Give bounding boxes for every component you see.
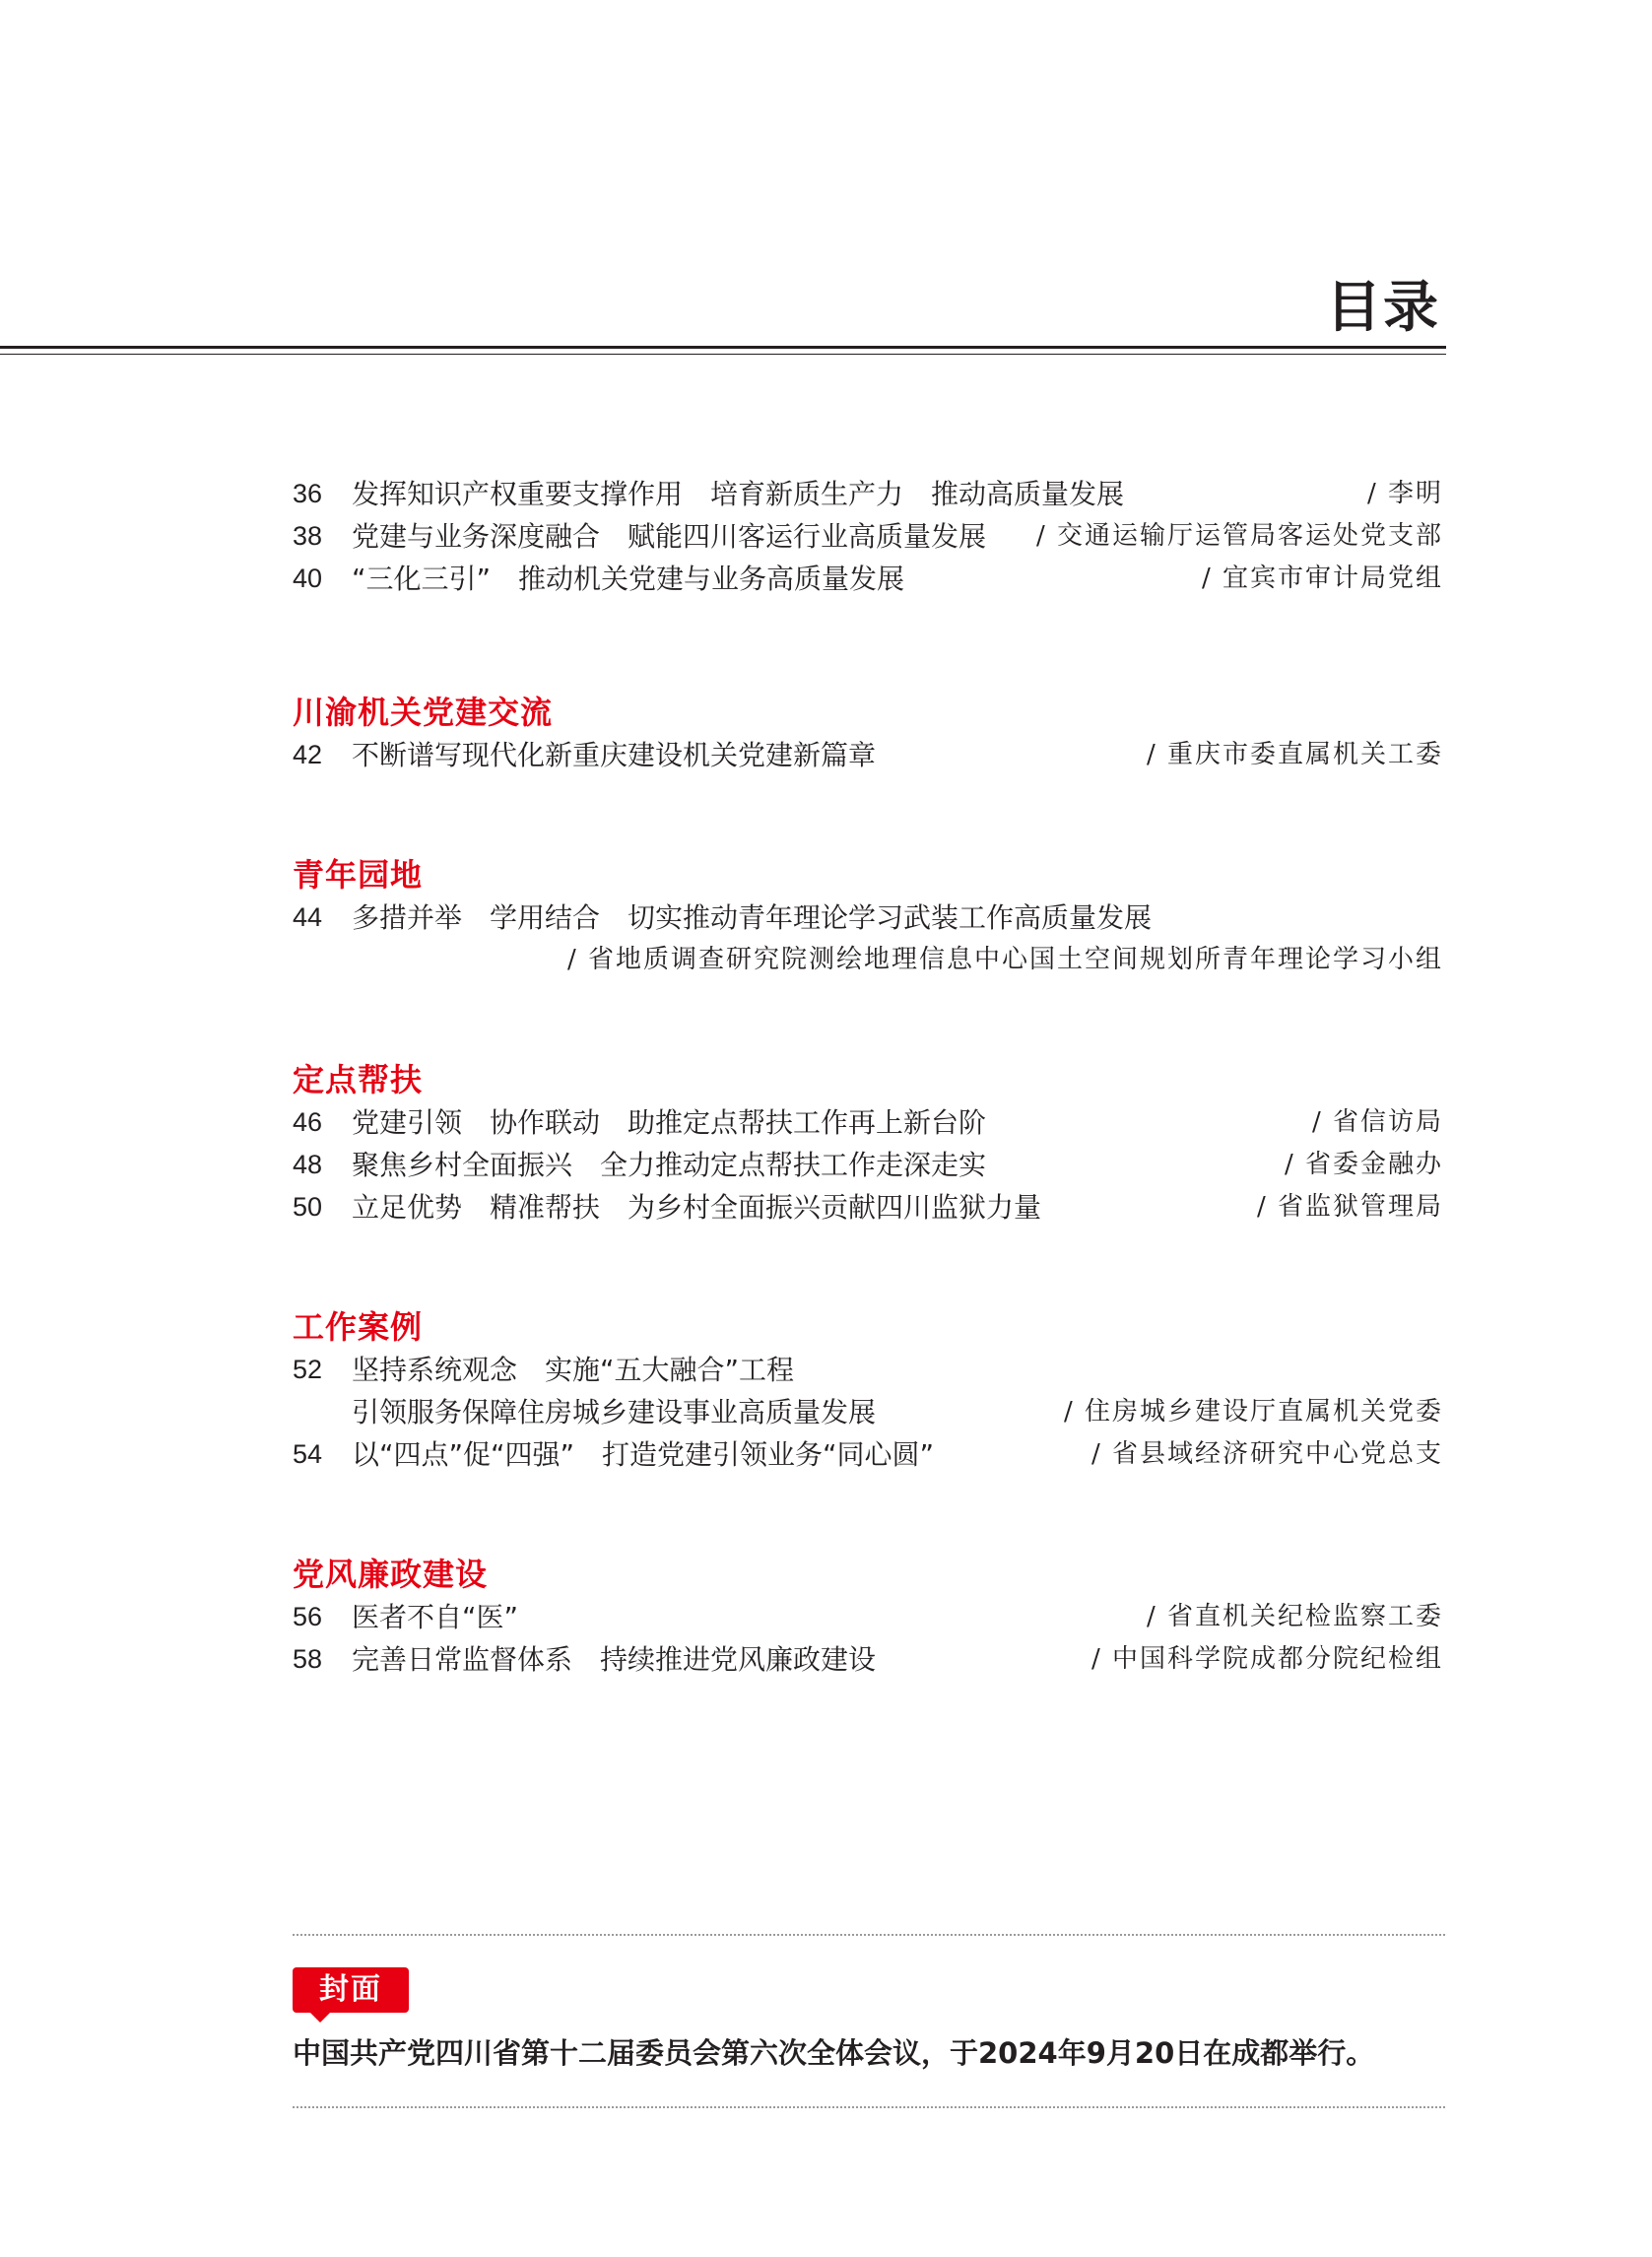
toc-entry-title: 坚持系统观念 实施“五大融合”工程	[352, 1354, 795, 1386]
toc-entry-title: 发挥知识产权重要支撑作用 培育新质生产力 推动高质量发展	[352, 478, 1125, 510]
toc-entry[interactable]	[293, 1433, 1443, 1476]
toc-page-number: 48	[293, 1150, 323, 1179]
toc-entry-title: 医者不自“医”	[352, 1601, 519, 1633]
header-rule-thin	[0, 354, 1446, 355]
dotted-divider-bottom	[293, 2106, 1445, 2108]
toc-entry-author: / 省地质调查研究院测绘地理信息中心国土空间规划所青年理论学习小组	[567, 939, 1443, 981]
toc-entry-author: / 省委金融办	[1285, 1144, 1443, 1186]
toc-section-cases	[293, 1305, 1443, 1476]
toc-page-number: 58	[293, 1644, 323, 1674]
dotted-divider-top	[293, 1934, 1445, 1936]
toc-section-assistance	[293, 1058, 1443, 1228]
toc-entry-title-line2: 引领服务保障住房城乡建设事业高质量发展	[352, 1396, 877, 1428]
toc-page-number: 38	[293, 521, 323, 551]
toc-entry-author: / 重庆市委直属机关工委	[1147, 734, 1443, 776]
toc-entry-author: / 住房城乡建设厅直属机关党委	[1064, 1391, 1443, 1433]
header-rule-thick	[0, 346, 1446, 349]
section-title: 工作案例	[293, 1308, 424, 1346]
toc-page-number: 56	[293, 1602, 323, 1631]
toc-entry[interactable]	[293, 734, 1443, 776]
section-title: 川渝机关党建交流	[293, 694, 554, 731]
toc-entry[interactable]	[293, 1101, 1443, 1144]
toc-page-number: 46	[293, 1107, 323, 1137]
toc-entry[interactable]	[293, 1186, 1443, 1228]
toc-entry-title: 聚焦乡村全面振兴 全力推动定点帮扶工作走深走实	[352, 1149, 987, 1181]
cover-label-badge: 封面	[293, 1967, 409, 2013]
toc-entry-author: / 交通运输厅运管局客运处党支部	[1036, 515, 1443, 558]
table-of-contents	[293, 473, 1443, 1758]
cover-description: 中国共产党四川省第十二届委员会第六次全体会议，于2024年9月20日在成都举行。	[293, 2036, 1375, 2070]
toc-section-integrity	[293, 1553, 1443, 1681]
toc-entry-author: / 省信访局	[1312, 1101, 1443, 1144]
toc-section-chuanyu	[293, 691, 1443, 776]
toc-section-youth	[293, 853, 1443, 981]
toc-entry[interactable]	[293, 1349, 1443, 1433]
toc-page-number: 44	[293, 902, 323, 932]
section-title: 青年园地	[293, 856, 424, 894]
toc-entry-author: / 省县域经济研究中心党总支	[1091, 1433, 1443, 1476]
toc-entry[interactable]	[293, 473, 1443, 515]
toc-entry-title: 多措并举 学用结合 切实推动青年理论学习武装工作高质量发展	[352, 901, 1153, 934]
toc-page-number: 40	[293, 564, 323, 593]
toc-page-number: 42	[293, 740, 323, 769]
section-title: 党风廉政建设	[293, 1556, 489, 1593]
toc-page-number: 52	[293, 1355, 323, 1384]
toc-entry-author: / 宜宾市审计局党组	[1202, 558, 1443, 600]
toc-entry-title: “三化三引” 推动机关党建与业务高质量发展	[352, 563, 905, 595]
toc-entry[interactable]	[293, 896, 1443, 981]
toc-entry-author: / 省监狱管理局	[1257, 1186, 1443, 1228]
section-title: 定点帮扶	[293, 1061, 424, 1098]
toc-entry[interactable]	[293, 1596, 1443, 1638]
toc-entry-author: / 李明	[1367, 473, 1443, 515]
toc-entry-title: 不断谱写现代化新重庆建设机关党建新篇章	[352, 739, 877, 771]
toc-entry-title: 完善日常监督体系 持续推进党风廉政建设	[352, 1643, 877, 1676]
toc-entry-title: 以“四点”促“四强” 打造党建引领业务“同心圆”	[352, 1438, 935, 1471]
toc-entry[interactable]	[293, 1144, 1443, 1186]
toc-entry-title: 党建引领 协作联动 助推定点帮扶工作再上新台阶	[352, 1106, 987, 1139]
toc-entry-author: / 中国科学院成都分院纪检组	[1091, 1638, 1443, 1681]
toc-page-number: 36	[293, 479, 323, 508]
page-title: 目录	[1326, 276, 1440, 340]
toc-entry[interactable]	[293, 558, 1443, 600]
toc-page-number: 50	[293, 1192, 323, 1222]
toc-entry[interactable]	[293, 1638, 1443, 1681]
toc-page-number: 54	[293, 1439, 323, 1469]
toc-entry-title: 党建与业务深度融合 赋能四川客运行业高质量发展	[352, 520, 987, 553]
toc-entry[interactable]	[293, 515, 1443, 558]
toc-entry-author: / 省直机关纪检监察工委	[1147, 1596, 1443, 1638]
toc-entry-title: 立足优势 精准帮扶 为乡村全面振兴贡献四川监狱力量	[352, 1191, 1042, 1224]
toc-section-opening	[293, 473, 1443, 600]
